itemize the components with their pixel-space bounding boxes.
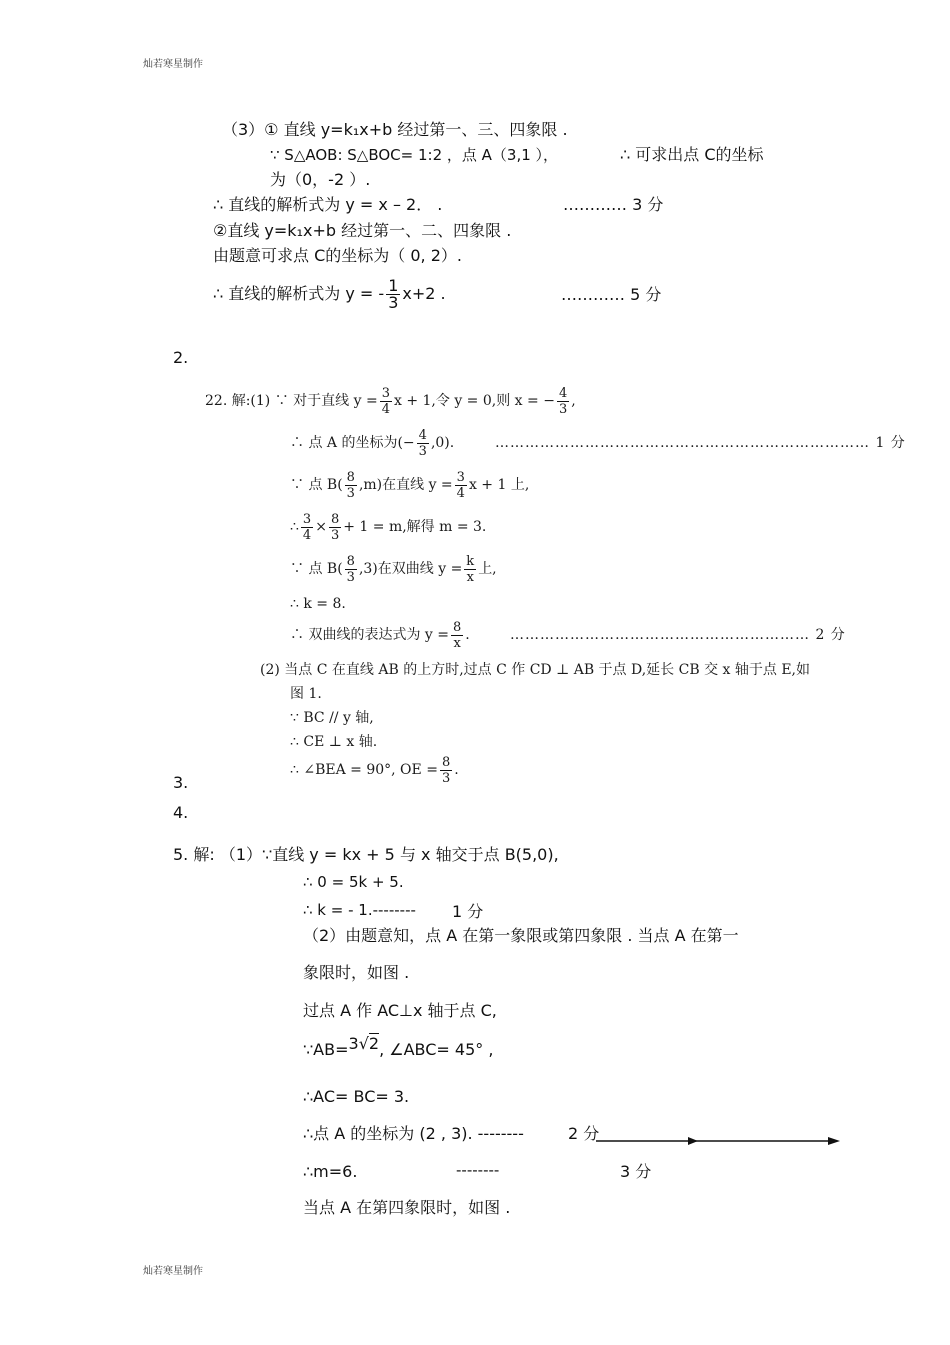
item-number-4: 4. [173,803,189,822]
scan-line5: ∵ 点 B( $\frac{8}{3}$ ,3)在双曲线 y = $\frac{k}{x}$ 上, [290,553,497,585]
q5-line6: 过点 A 作 AC⊥x 轴于点 C, [303,1001,497,1020]
p1-line2b: ∴ 可求出点 C的坐标 [620,145,764,164]
scan-line4: ∴ $\frac{3}{4}$ × $\frac{8}{3}$ + 1 = m,解得 m = 3. [290,511,487,543]
scan-line11: ∴ CE ⊥ x 轴. [290,734,378,750]
scan-line1: 22. 解:(1) ∵ 对于直线 y = $\frac{3}{4}$ x + 1,令 y = 0,则 x = − $\frac{4}{3}$ , [205,385,576,417]
q5-line10: ∴m=6. [303,1162,358,1181]
item-number-2: 2. [173,348,189,367]
p1-line5: ②直线 y=k₁x+b 经过第一、二、四象限 . [213,221,512,240]
q5-line8: ∴AC= BC= 3. [303,1087,410,1106]
p1-line7b: x+2 . [402,284,446,303]
watermark-top: 灿若寒星制作 [143,59,203,70]
q5-line9: ∴点 A 的坐标为 (2 , 3). -------- [303,1124,524,1143]
q5-line7: ∵AB=3√2, ∠ABC= 45° , [303,1034,494,1059]
scan-line9: 图 1. [290,686,322,702]
scan-line3: ∵ 点 B( $\frac{8}{3}$ ,m)在直线 y = $\frac{3}{4}$ x + 1 上, [290,469,530,501]
arrow-line [596,1134,846,1148]
p1-line2a: ∵ S△AOB: S△BOC= 1:2 ，点 A（3,1 ）， [270,146,559,164]
scan-line8: (2) 当点 C 在直线 AB 的上方时,过点 C 作 CD ⊥ AB 于点 D,延长 CB 交 x 轴于点 E,如 [260,662,810,678]
sqrt-expression: 3√2 [348,1034,380,1053]
q5-line2: ∴ 0 = 5k + 5. [303,873,404,891]
scan-line7: ∴ 双曲线的表达式为 y = $\frac{8}{x}$ . [290,619,470,651]
watermark-bottom: 灿若寒星制作 [143,1266,203,1277]
q5-line3: ∴ k = - 1.-------- [303,901,416,919]
p1-line6: 由题意可求点 C的坐标为（ 0, 2）. [213,246,462,265]
q5-line4: （2）由题意知，点 A 在第一象限或第四象限 . 当点 A 在第一 [303,926,739,945]
q5-line5: 象限时，如图 . [303,963,410,982]
p1-line7a: ∴ 直线的解析式为 y = - [213,284,385,303]
scanned-solution-image [195,378,906,786]
p1-line3: 为（0，-2 ）. [270,170,371,189]
q5-line10-score: 3 分 [620,1162,652,1181]
fraction: $\frac{1}{3}$ [388,276,399,312]
p1-line4-score: ………… 3 分 [563,195,664,214]
p1-line4: ∴ 直线的解析式为 y = x – 2． . [213,195,443,214]
p1-line7-score: ………… 5 分 [561,285,662,304]
scan-line2-score: ………………………………………………………………… 1 分 [495,435,906,451]
item-number-3: 3. [173,773,189,792]
q5-line11: 当点 A 在第四象限时，如图 . [303,1198,511,1217]
scan-line6: ∴ k = 8. [290,596,346,612]
q5-line1: 5. 解: （1）∵直线 y = kx + 5 与 x 轴交于点 B(5,0), [173,845,559,864]
q5-line3-score: 1 分 [452,902,484,921]
scan-line2: ∴ 点 A 的坐标为(− $\frac{4}{3}$ ,0). [290,427,455,459]
p1-line7 [213,276,446,312]
scan-line10: ∵ BC // y 轴, [290,710,374,726]
q5-line9-score: 2 分 [568,1124,600,1143]
p1-line1: （3）① 直线 y=k₁x+b 经过第一、三、四象限 . [222,120,568,139]
scan-line12: ∴ ∠BEA = 90°, OE = $\frac{8}{3}$ . [290,754,459,786]
scan-line7-score: …………………………………………………… 2 分 [510,627,846,643]
q5-line10-dashes: -------- [456,1161,500,1179]
